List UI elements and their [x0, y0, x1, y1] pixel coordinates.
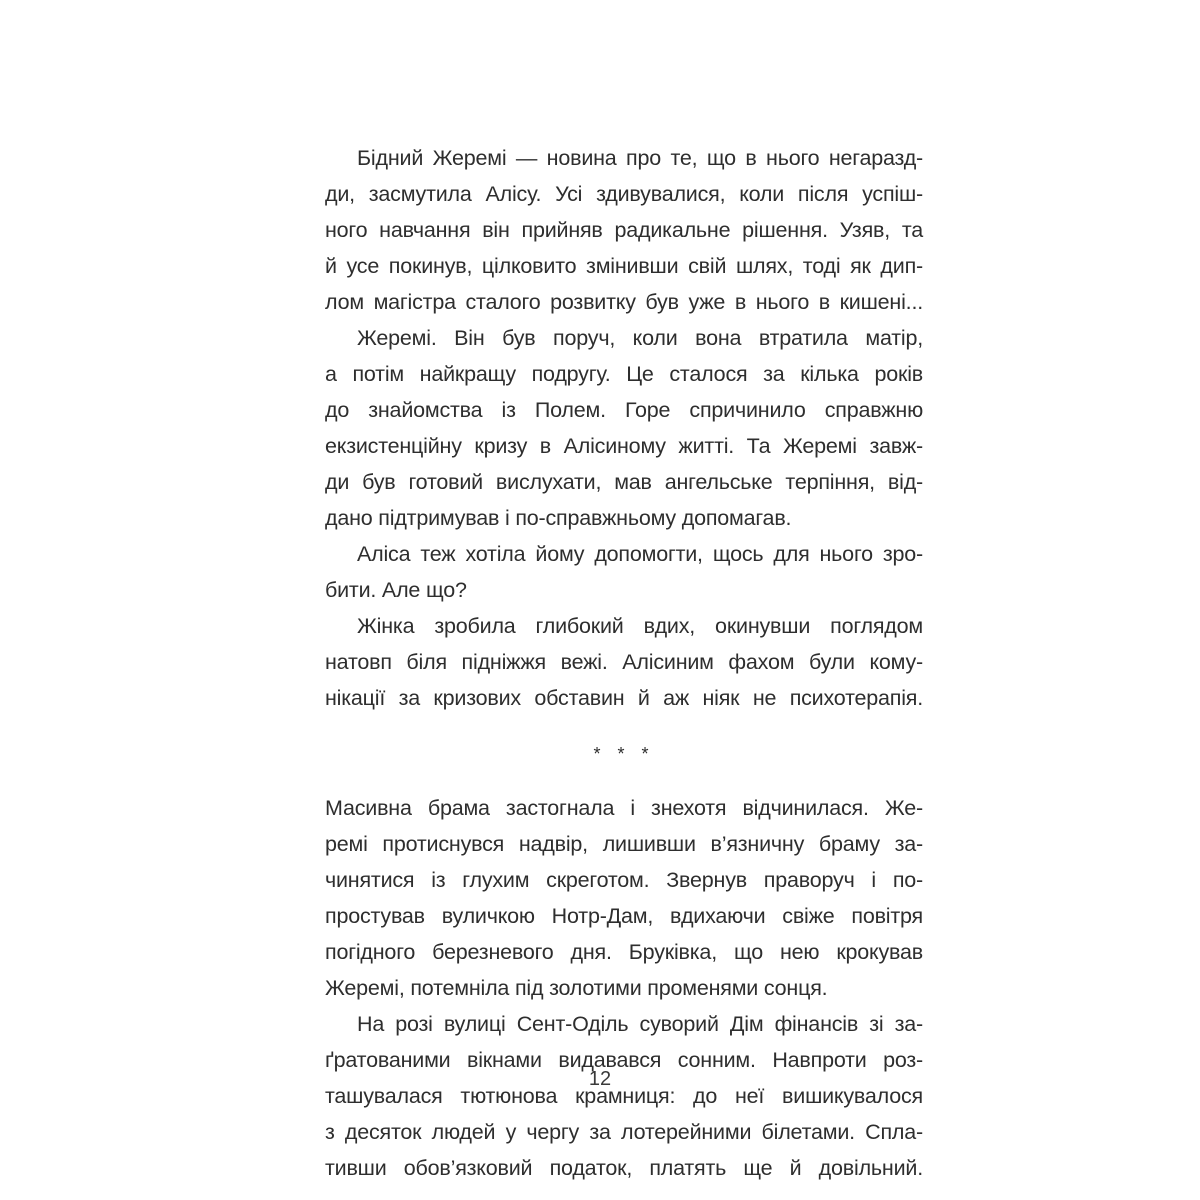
section-1 — [325, 140, 923, 716]
paragraph — [325, 608, 923, 716]
text-line: екзистенційну кризу в Алісиному житті. Та Жеремі завж- — [325, 434, 923, 458]
text-line: лом магістра сталого розвитку був уже в нього в кишені... — [325, 290, 923, 314]
text-line: тивши обов’язковий податок, платять ще й довільний. — [325, 1156, 923, 1180]
text-line: до знайомства із Полем. Горе спричинило справжню — [325, 398, 923, 422]
text-line: простував вуличкою Нотр-Дам, вдихаючи свіже повітря — [325, 904, 923, 928]
paragraph — [325, 320, 923, 536]
text-line: ремі протиснувся надвір, лишивши в’язничну браму за- — [325, 832, 923, 856]
paragraph — [325, 140, 923, 320]
text-line: нікації за кризових обставин й аж ніяк не психотерапія. — [325, 686, 923, 710]
text-line: бити. Але що? — [325, 578, 467, 602]
text-line: Аліса теж хотіла йому допомогти, щось для нього зро- — [357, 542, 923, 566]
text-line: Жеремі, потемніла під золотими променями сонця. — [325, 976, 828, 1000]
text-line: погідного березневого дня. Бруківка, що нею крокував — [325, 940, 923, 964]
text-line: Жеремі. Він був поруч, коли вона втратила матір, — [357, 326, 923, 350]
section-separator: * * * — [593, 744, 655, 764]
text-line: а потім найкращу подругу. Це сталося за кілька років — [325, 362, 923, 386]
text-line: ташувалася тютюнова крамниця: до неї вишикувалося — [325, 1084, 923, 1108]
paragraph — [325, 536, 923, 608]
text-line: ди, засмутила Алісу. Усі здивувалися, коли після успіш- — [325, 182, 923, 206]
text-line: чинятися із глухим скреготом. Звернув праворуч і по- — [325, 868, 923, 892]
text-line: натовп біля підніжжя вежі. Алісиним фахом були кому- — [325, 650, 923, 674]
text-line: ґратованими вікнами видавався сонним. Навпроти роз- — [325, 1048, 923, 1072]
text-line: Бідний Жеремі — новина про те, що в нього негаразд- — [357, 146, 923, 170]
text-line: ного навчання він прийняв радикальне рішення. Узяв, та — [325, 218, 923, 242]
page-number: 12 — [588, 1068, 612, 1090]
paragraph — [325, 790, 923, 1006]
text-line: Масивна брама застогнала і знехотя відчинилася. Же- — [325, 796, 923, 820]
text-line: Жінка зробила глибокий вдих, окинувши поглядом — [357, 614, 923, 638]
text-line: дано підтримував і по-справжньому допомагав. — [325, 506, 792, 530]
text-line: На розі вулиці Сент-Оділь суворий Дім фінансів зі за- — [357, 1012, 923, 1036]
text-line: ди був готовий вислухати, мав ангельське терпіння, від- — [325, 470, 923, 494]
text-line: й усе покинув, цілковито змінивши свій шлях, тоді як дип- — [325, 254, 923, 278]
text-line: з десяток людей у чергу за лотерейними білетами. Спла- — [325, 1120, 923, 1144]
book-page-body — [325, 140, 923, 1186]
paragraph — [325, 1006, 923, 1186]
section-2 — [325, 790, 923, 1186]
